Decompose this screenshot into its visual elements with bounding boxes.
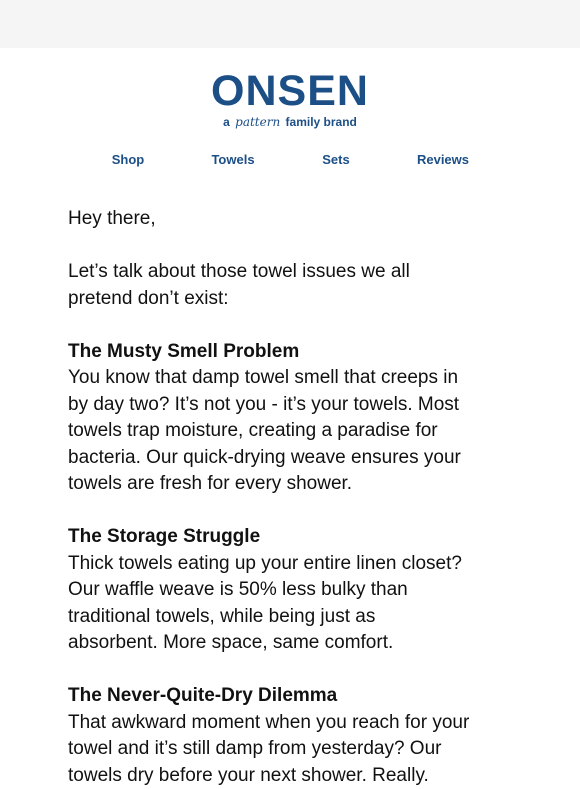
nav-sets-link[interactable]: Sets — [322, 152, 349, 168]
tagline-prefix: a — [223, 115, 230, 129]
section-text-line: traditional towels, while being just as — [68, 604, 528, 631]
nav-bar — [0, 152, 580, 170]
section-text-line: towels dry before your next shower. Really. — [68, 763, 528, 789]
section-text-line: You know that damp towel smell that creeps in — [68, 365, 528, 392]
email-content — [68, 206, 528, 789]
email-body — [0, 48, 580, 774]
section-text-line: towels trap moisture, creating a paradise for — [68, 418, 528, 445]
section-text-line: towel and it’s still damp from yesterday? Our — [68, 736, 528, 763]
section-text-line: That awkward moment when you reach for your — [68, 710, 528, 737]
tagline-suffix: family brand — [286, 115, 357, 129]
section-heading-musty-smell: The Musty Smell Problem — [68, 339, 528, 366]
intro-line: pretend don’t exist: — [68, 286, 528, 313]
greeting: Hey there, — [68, 206, 528, 233]
section-text-line: Thick towels eating up your entire linen closet? — [68, 551, 528, 578]
nav-reviews-link[interactable]: Reviews — [417, 152, 469, 168]
section-text-line: towels are fresh for every shower. — [68, 471, 528, 498]
nav-towels-link[interactable]: Towels — [211, 152, 254, 168]
nav-shop-link[interactable]: Shop — [112, 152, 145, 168]
brand-tagline — [0, 115, 580, 129]
intro-line: Let’s talk about those towel issues we all — [68, 259, 528, 286]
section-text-line: Our waffle weave is 50% less bulky than — [68, 577, 528, 604]
section-heading-never-quite-dry: The Never-Quite-Dry Dilemma — [68, 683, 528, 710]
section-text-line: absorbent. More space, same comfort. — [68, 630, 528, 657]
brand-header — [0, 70, 580, 113]
preheader-band — [0, 0, 580, 48]
section-text-line: bacteria. Our quick-drying weave ensures your — [68, 445, 528, 472]
section-text-line: by day two? It’s not you - it’s your towels. Most — [68, 392, 528, 419]
onsen-logo[interactable]: ONSEN — [211, 70, 369, 113]
tagline-pattern-wordmark: pattern — [235, 115, 280, 129]
section-heading-storage-struggle: The Storage Struggle — [68, 524, 528, 551]
